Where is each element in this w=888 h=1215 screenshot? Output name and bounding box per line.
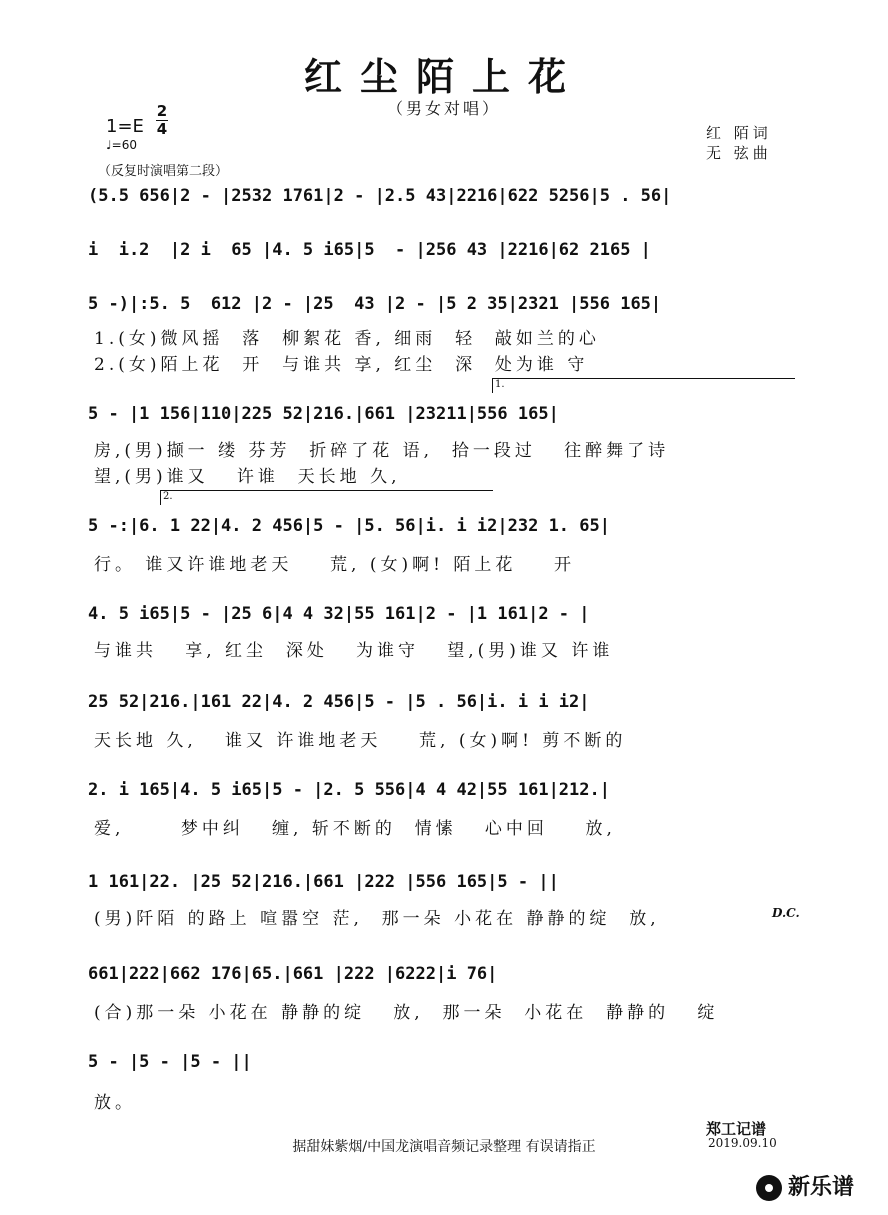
lyric-line-11: 放。 (94, 1093, 136, 1113)
lyric-line-9: (男)阡陌 的路上 喧嚣空 茫, 那一朵 小花在 静静的绽 放, (94, 909, 660, 929)
lyric-line-8: 爱, 梦中纠 缠, 斩不断的 情愫 心中回 放, (94, 819, 616, 839)
music-line-2: i i.2 |2 i 65 |4. 5 i65|5 - |256 43 |2216|62 2165 | (88, 240, 651, 260)
footer-note: 据甜妹紫烟/中国龙演唱音频记录整理 有误请指正 (292, 1139, 596, 1155)
record-icon (756, 1175, 782, 1201)
site-logo (756, 1170, 854, 1201)
music-line-7: 25 52|216.|161 22|4. 2 456|5 - |5 . 56|i. i i i2| (88, 692, 590, 712)
time-signature (156, 104, 168, 137)
music-line-4: 5 - |1 156|110|225 52|216.|661 |23211|556 165| (88, 404, 559, 424)
lyric-line-7: 天长地 久, 谁又 许谁地老天 荒, (女)啊! 剪不断的 (94, 731, 627, 751)
lyric-line-3b: 2.(女)陌上花 开 与谁共 享, 红尘 深 处为谁 守 (94, 355, 589, 375)
composer-credit: 无 弦曲 (706, 144, 772, 162)
music-line-3: 5 -)|:5. 5 612 |2 - |25 43 |2 - |5 2 35|2321 |556 165| (88, 294, 662, 314)
music-line-5: 5 -:|6. 1 22|4. 2 456|5 - |5. 56|i. i i2|232 1. 65| (88, 516, 610, 536)
da-capo-mark: D.C. (772, 906, 800, 920)
song-subtitle: （男女对唱） (386, 99, 501, 118)
music-line-1: (5.5 656|2 - |2532 1761|2 - |2.5 43|2216|622 5256|5 . 56| (88, 186, 672, 206)
key-signature: 1=E (106, 116, 144, 137)
lyricist-credit: 红 陌词 (706, 124, 772, 142)
music-line-6: 4. 5 i65|5 - |25 6|4 4 32|55 161|2 - |1 161|2 - | (88, 604, 590, 624)
tempo-marking: ♩=60 (106, 138, 137, 152)
volta-2: 2. (160, 490, 493, 505)
lyric-line-4a: 房,(男)撷一 缕 芬芳 折碎了花 语, 拾一段过 往醉舞了诗 (94, 441, 670, 461)
transcription-date: 2019.09.10 (708, 1136, 777, 1150)
lyric-line-10: (合)那一朵 小花在 静静的绽 放, 那一朵 小花在 静静的 绽 (94, 1003, 719, 1023)
music-line-11: 5 - |5 - |5 - || (88, 1052, 252, 1072)
lyric-line-5: 行。 谁又许谁地老天 荒, (女)啊! 陌上花 开 (94, 555, 575, 575)
time-top: 2 (156, 102, 168, 120)
scribe-credit: 郑工记谱 (706, 1120, 767, 1138)
music-line-10: 661|222|662 176|65.|661 |222 |6222|i 76| (88, 964, 498, 984)
volta-1: 1. (492, 378, 795, 393)
repeat-note: （反复时演唱第二段） (98, 164, 229, 179)
music-line-8: 2. i 165|4. 5 i65|5 - |2. 5 556|4 4 42|55 161|212.| (88, 780, 610, 800)
logo-text: 新乐谱 (788, 1175, 855, 1200)
time-bottom: 4 (156, 120, 168, 138)
lyric-line-6: 与谁共 享, 红尘 深处 为谁守 望,(男)谁又 许谁 (94, 641, 614, 661)
music-line-9: 1 161|22. |25 52|216.|661 |222 |556 165|5 - || (88, 872, 559, 892)
song-title: 红尘陌上花 (303, 54, 584, 99)
lyric-line-4b: 望,(男)谁又 许谁 天长地 久, (94, 467, 401, 487)
lyric-line-3a: 1.(女)微风摇 落 柳絮花 香, 细雨 轻 敲如兰的心 (94, 329, 600, 349)
